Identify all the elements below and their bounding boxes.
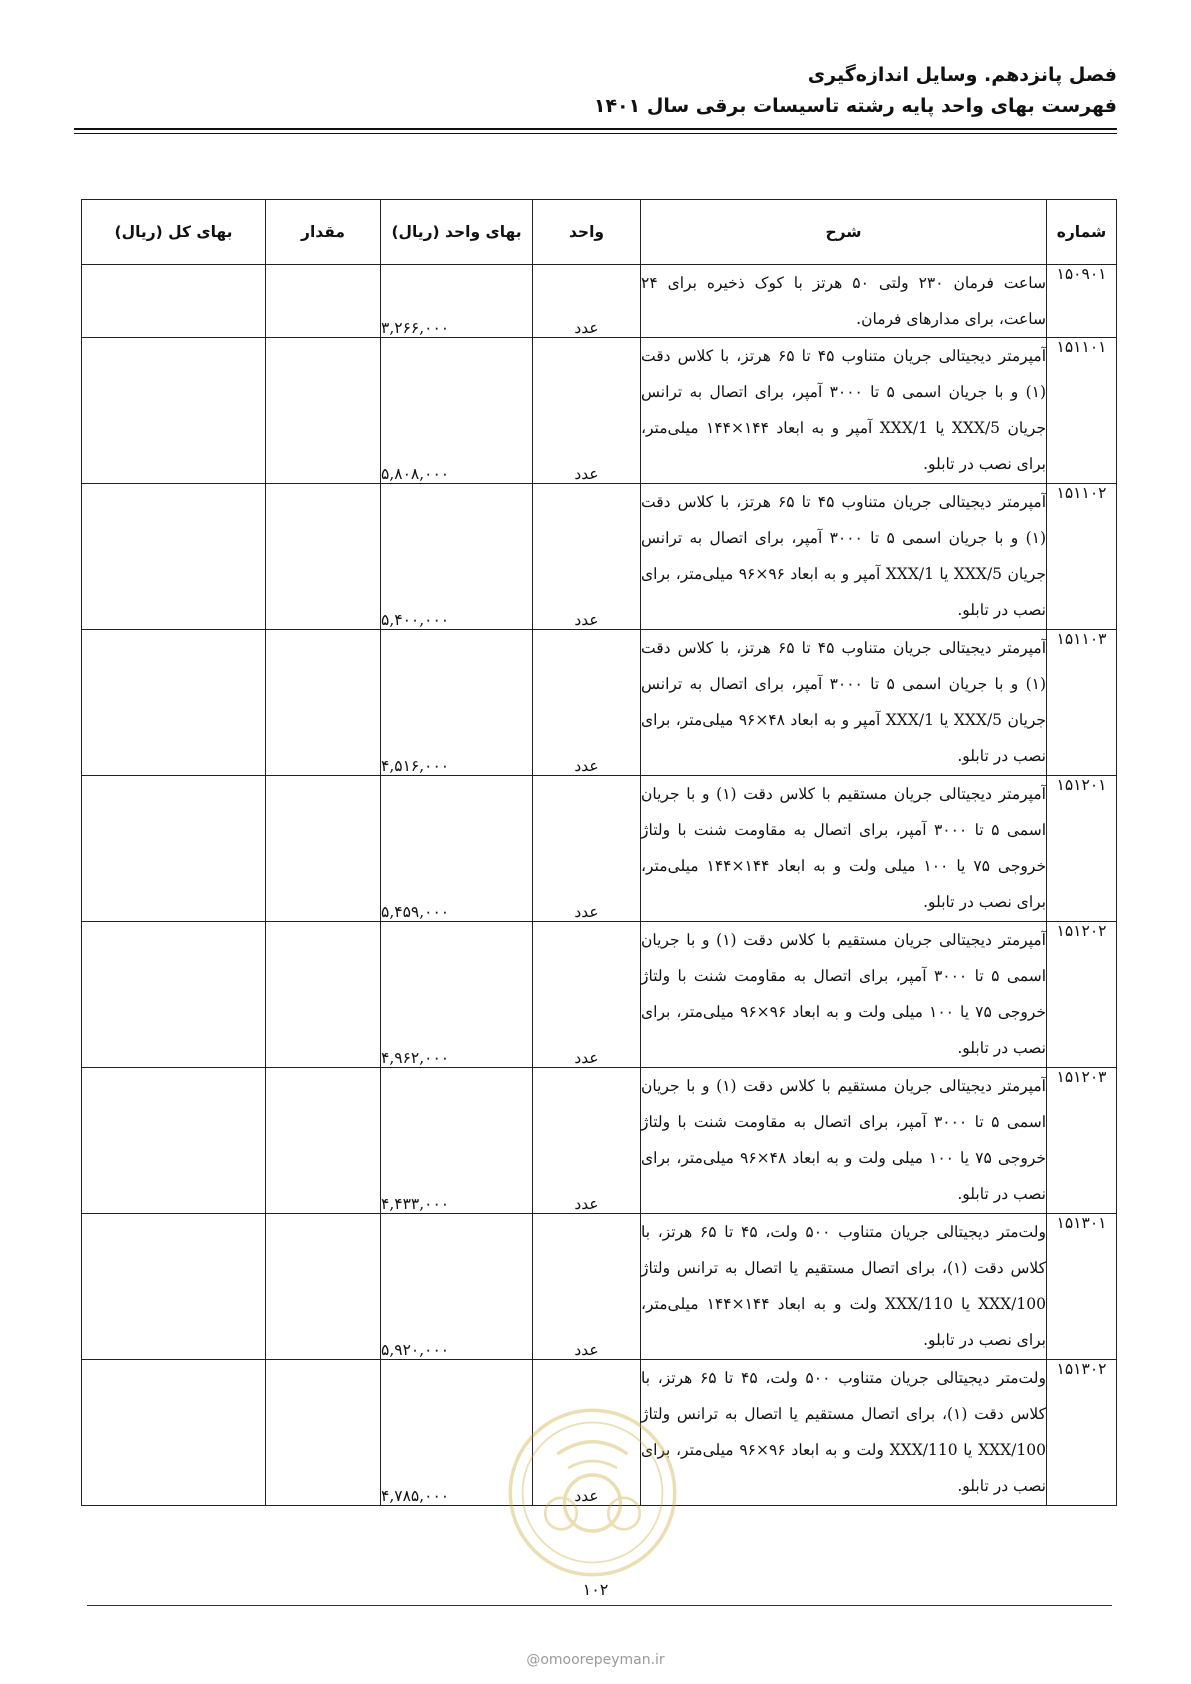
item-number: ۱۵۰۹۰۱	[1047, 265, 1117, 338]
item-description: آمپرمتر دیجیتالی جریان متناوب ۴۵ تا ۶۵ هرتز، با کلاس دقت (۱) و با جریان اسمی ۵ تا ۳۰۰۰ آمپر، برای اتصال به ترانس جریان XXX/5 یا XXX/1 آمپر و به ابعاد ۴۸×۹۶ میلی‌متر، برای نصب در تابلو.	[641, 630, 1047, 776]
item-quantity	[266, 338, 381, 484]
item-unit-price: ۴,۹۶۲,۰۰۰	[381, 922, 533, 1068]
item-description: ساعت فرمان ۲۳۰ ولتی ۵۰ هرتز با کوک ذخیره برای ۲۴ ساعت، برای مدارهای فرمان.	[641, 265, 1047, 338]
item-total-price	[82, 484, 266, 630]
item-unit: عدد	[533, 338, 641, 484]
item-number: ۱۵۱۱۰۲	[1047, 484, 1117, 630]
item-unit-price: ۵,۸۰۸,۰۰۰	[381, 338, 533, 484]
item-total-price	[82, 265, 266, 338]
column-header-description: شرح	[641, 200, 1047, 265]
item-unit-price: ۴,۵۱۶,۰۰۰	[381, 630, 533, 776]
item-description: ولت‌متر دیجیتالی جریان متناوب ۵۰۰ ولت، ۴۵ تا ۶۵ هرتز، با کلاس دقت (۱)، برای اتصال مستقیم یا اتصال به ترانس ولتاژ XXX/100 یا XXX/110 ولت و به ابعاد ۹۶×۹۶ میلی‌متر، برای نصب در تابلو.	[641, 1360, 1047, 1506]
item-unit: عدد	[533, 1068, 641, 1214]
item-unit-price: ۴,۷۸۵,۰۰۰	[381, 1360, 533, 1506]
item-total-price	[82, 922, 266, 1068]
table-row	[82, 265, 1117, 338]
column-header-unit: واحد	[533, 200, 641, 265]
item-total-price	[82, 338, 266, 484]
footer-rule	[87, 1605, 1112, 1606]
item-description: آمپرمتر دیجیتالی جریان مستقیم با کلاس دقت (۱) و با جریان اسمی ۵ تا ۳۰۰۰ آمپر، برای اتصال به مقاومت شنت با ولتاژ خروجی ۷۵ یا ۱۰۰ میلی ولت و به ابعاد ۴۸×۹۶ میلی‌متر، برای نصب در تابلو.	[641, 1068, 1047, 1214]
item-quantity	[266, 630, 381, 776]
item-quantity	[266, 1214, 381, 1360]
table-row	[82, 338, 1117, 484]
item-unit-price: ۵,۴۰۰,۰۰۰	[381, 484, 533, 630]
chapter-title: فصل پانزدهم. وسایل اندازه‌گیری	[807, 64, 1117, 86]
item-description: ولت‌متر دیجیتالی جریان متناوب ۵۰۰ ولت، ۴۵ تا ۶۵ هرتز، با کلاس دقت (۱)، برای اتصال مستقیم یا اتصال به ترانس ولتاژ XXX/100 یا XXX/110 ولت و به ابعاد ۱۴۴×۱۴۴ میلی‌متر، برای نصب در تابلو.	[641, 1214, 1047, 1360]
item-unit-price: ۴,۴۳۳,۰۰۰	[381, 1068, 533, 1214]
item-unit: عدد	[533, 630, 641, 776]
column-header-unit-price: بهای واحد (ریال)	[381, 200, 533, 265]
item-total-price	[82, 1360, 266, 1506]
item-total-price	[82, 630, 266, 776]
item-description: آمپرمتر دیجیتالی جریان متناوب ۴۵ تا ۶۵ هرتز، با کلاس دقت (۱) و با جریان اسمی ۵ تا ۳۰۰۰ آمپر، برای اتصال به ترانس جریان XXX/5 یا XXX/1 آمپر و به ابعاد ۹۶×۹۶ میلی‌متر، برای نصب در تابلو.	[641, 484, 1047, 630]
price-table	[81, 199, 1117, 1506]
table-header-row	[82, 200, 1117, 265]
item-number: ۱۵۱۲۰۳	[1047, 1068, 1117, 1214]
table-row	[82, 630, 1117, 776]
item-total-price	[82, 1214, 266, 1360]
item-unit: عدد	[533, 484, 641, 630]
item-quantity	[266, 265, 381, 338]
item-description: آمپرمتر دیجیتالی جریان مستقیم با کلاس دقت (۱) و با جریان اسمی ۵ تا ۳۰۰۰ آمپر، برای اتصال به مقاومت شنت با ولتاژ خروجی ۷۵ یا ۱۰۰ میلی ولت و به ابعاد ۹۶×۹۶ میلی‌متر، برای نصب در تابلو.	[641, 922, 1047, 1068]
item-unit-price: ۳,۲۶۶,۰۰۰	[381, 265, 533, 338]
item-quantity	[266, 1068, 381, 1214]
item-description: آمپرمتر دیجیتالی جریان مستقیم با کلاس دقت (۱) و با جریان اسمی ۵ تا ۳۰۰۰ آمپر، برای اتصال به مقاومت شنت با ولتاژ خروجی ۷۵ یا ۱۰۰ میلی ولت و به ابعاد ۱۴۴×۱۴۴ میلی‌متر، برای نصب در تابلو.	[641, 776, 1047, 922]
table-row	[82, 1068, 1117, 1214]
header-rule-thin	[74, 133, 1117, 134]
item-number: ۱۵۱۳۰۲	[1047, 1360, 1117, 1506]
item-unit: عدد	[533, 265, 641, 338]
table-row	[82, 484, 1117, 630]
item-unit: عدد	[533, 776, 641, 922]
item-quantity	[266, 1360, 381, 1506]
item-number: ۱۵۱۱۰۳	[1047, 630, 1117, 776]
item-number: ۱۵۱۲۰۲	[1047, 922, 1117, 1068]
item-unit-price: ۵,۹۲۰,۰۰۰	[381, 1214, 533, 1360]
page-number: ۱۰۲	[582, 1580, 609, 1599]
item-number: ۱۵۱۳۰۱	[1047, 1214, 1117, 1360]
item-number: ۱۵۱۲۰۱	[1047, 776, 1117, 922]
item-quantity	[266, 484, 381, 630]
website-watermark: @omoorepeyman.ir	[526, 1652, 665, 1668]
table-row	[82, 922, 1117, 1068]
watermark-seal-icon	[505, 1405, 680, 1580]
item-total-price	[82, 1068, 266, 1214]
item-quantity	[266, 922, 381, 1068]
item-total-price	[82, 776, 266, 922]
page-header	[77, 60, 1117, 122]
column-header-total-price: بهای کل (ریال)	[82, 200, 266, 265]
item-number: ۱۵۱۱۰۱	[1047, 338, 1117, 484]
item-description: آمپرمتر دیجیتالی جریان متناوب ۴۵ تا ۶۵ هرتز، با کلاس دقت (۱) و با جریان اسمی ۵ تا ۳۰۰۰ آمپر، برای اتصال به ترانس جریان XXX/5 یا XXX/1 آمپر و به ابعاد ۱۴۴×۱۴۴ میلی‌متر، برای نصب در تابلو.	[641, 338, 1047, 484]
header-rule-thick	[74, 128, 1117, 130]
column-header-number: شماره	[1047, 200, 1117, 265]
item-unit: عدد	[533, 1360, 641, 1506]
document-title: فهرست بهای واحد پایه رشته تاسیسات برقی سال ۱۴۰۱	[593, 95, 1117, 117]
item-quantity	[266, 776, 381, 922]
item-unit: عدد	[533, 922, 641, 1068]
table-row	[82, 1214, 1117, 1360]
column-header-quantity: مقدار	[266, 200, 381, 265]
table-row	[82, 776, 1117, 922]
item-unit: عدد	[533, 1214, 641, 1360]
item-unit-price: ۵,۴۵۹,۰۰۰	[381, 776, 533, 922]
